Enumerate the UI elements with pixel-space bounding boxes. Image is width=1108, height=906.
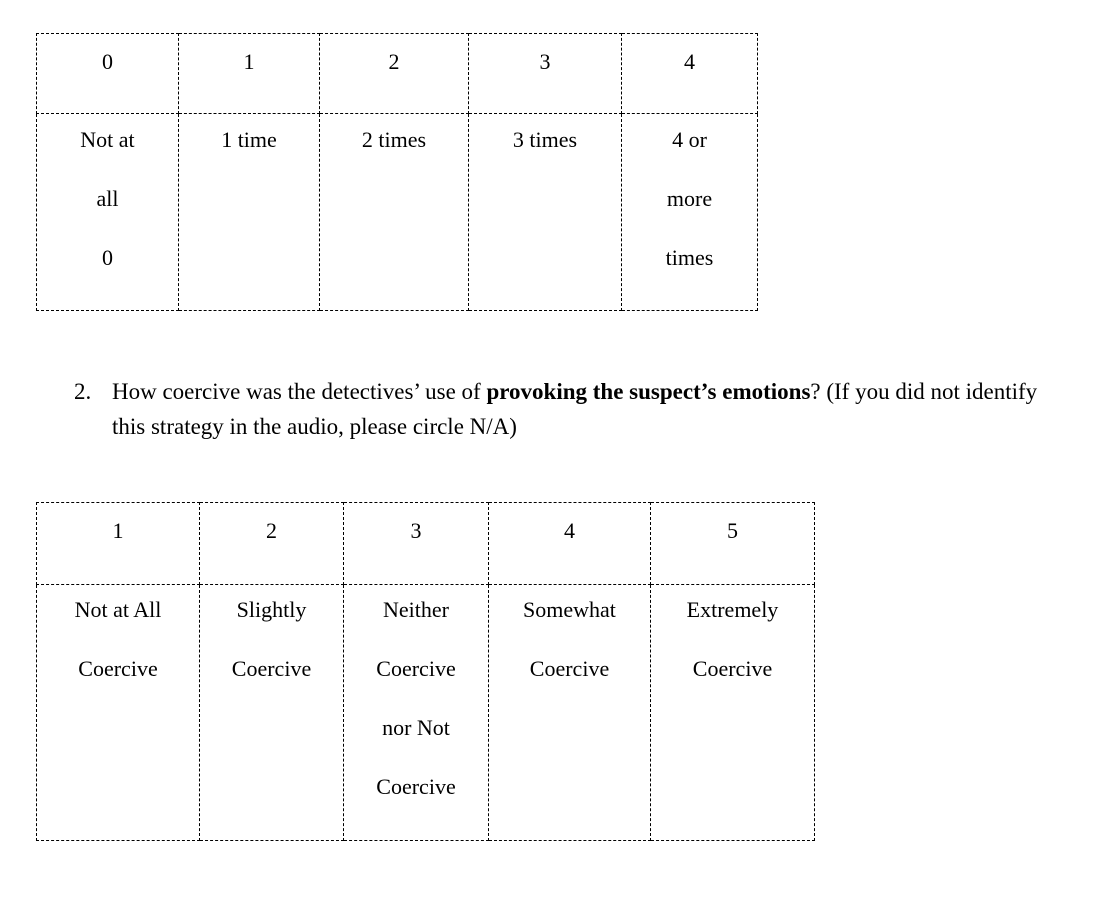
scale-label-cell [320,114,469,311]
coercion-number-row [37,503,815,585]
question-text [112,374,1074,444]
question-text-before: How coercive was the detectives’ use of [112,379,487,404]
scale-label-cell [651,585,815,841]
scale-label-line: 3 times [512,127,578,152]
scale-number-cell [469,34,622,114]
scale-number: 2 [388,49,400,74]
frequency-number-row [37,34,758,114]
scale-number-cell [344,503,489,585]
scale-label-line: 0 [102,245,113,270]
scale-number: 4 [684,49,695,74]
scale-label-line: Coercive [376,774,456,799]
scale-label-cell [200,585,344,841]
scale-number: 1 [112,518,124,543]
scale-number-cell [489,503,651,585]
scale-label-line: times [665,245,714,270]
scale-number: 0 [102,49,113,74]
scale-label-line: nor Not [382,715,450,740]
scale-number-cell [651,503,815,585]
scale-label-line: Slightly [236,597,307,622]
scale-number-cell [622,34,758,114]
scale-number-cell [320,34,469,114]
scale-label-line: Coercive [376,656,456,681]
scale-number: 1 [243,49,255,74]
scale-label-line: Coercive [231,656,312,681]
scale-label-line: Extremely [686,597,779,622]
scale-number: 5 [727,518,738,543]
scale-label-line: Not at All [74,597,162,622]
scale-number-cell [37,503,200,585]
scale-number: 2 [266,518,277,543]
scale-label-line: Coercive [78,656,158,681]
coercion-scale-table [36,502,815,841]
coercion-label-row [37,585,815,841]
scale-label-cell [344,585,489,841]
scale-number: 4 [564,518,575,543]
scale-label-line: 2 times [361,127,427,152]
scale-label-line: Coercive [692,656,773,681]
scale-label-line: Somewhat [523,597,616,622]
scale-label-cell [622,114,758,311]
scale-label-cell [37,585,200,841]
question-number: 2. [74,379,92,404]
scale-label-line: Not at [80,127,135,152]
scale-number: 3 [410,518,422,543]
scale-number-cell [37,34,179,114]
question-2 [74,374,1074,444]
scale-label-line: all [96,186,119,211]
scale-label-line: 4 or [672,127,707,152]
scale-label-cell [179,114,320,311]
scale-number-cell [179,34,320,114]
frequency-scale-table [36,33,758,311]
question-text-emphasis: provoking the suspect’s emotions [486,379,811,404]
scale-label-line: Neither [383,597,449,622]
scale-label-cell [469,114,622,311]
scale-label-line: 1 time [221,127,277,152]
scale-label-line: Coercive [529,656,610,681]
frequency-label-row [37,114,758,311]
scale-number: 3 [539,49,551,74]
scale-label-line: more [666,186,713,211]
question-text-after: ? (If you did not identify this strategy in the audio, please circle N/A) [112,379,1038,439]
scale-label-cell [37,114,179,311]
scale-label-cell [489,585,651,841]
scale-number-cell [200,503,344,585]
